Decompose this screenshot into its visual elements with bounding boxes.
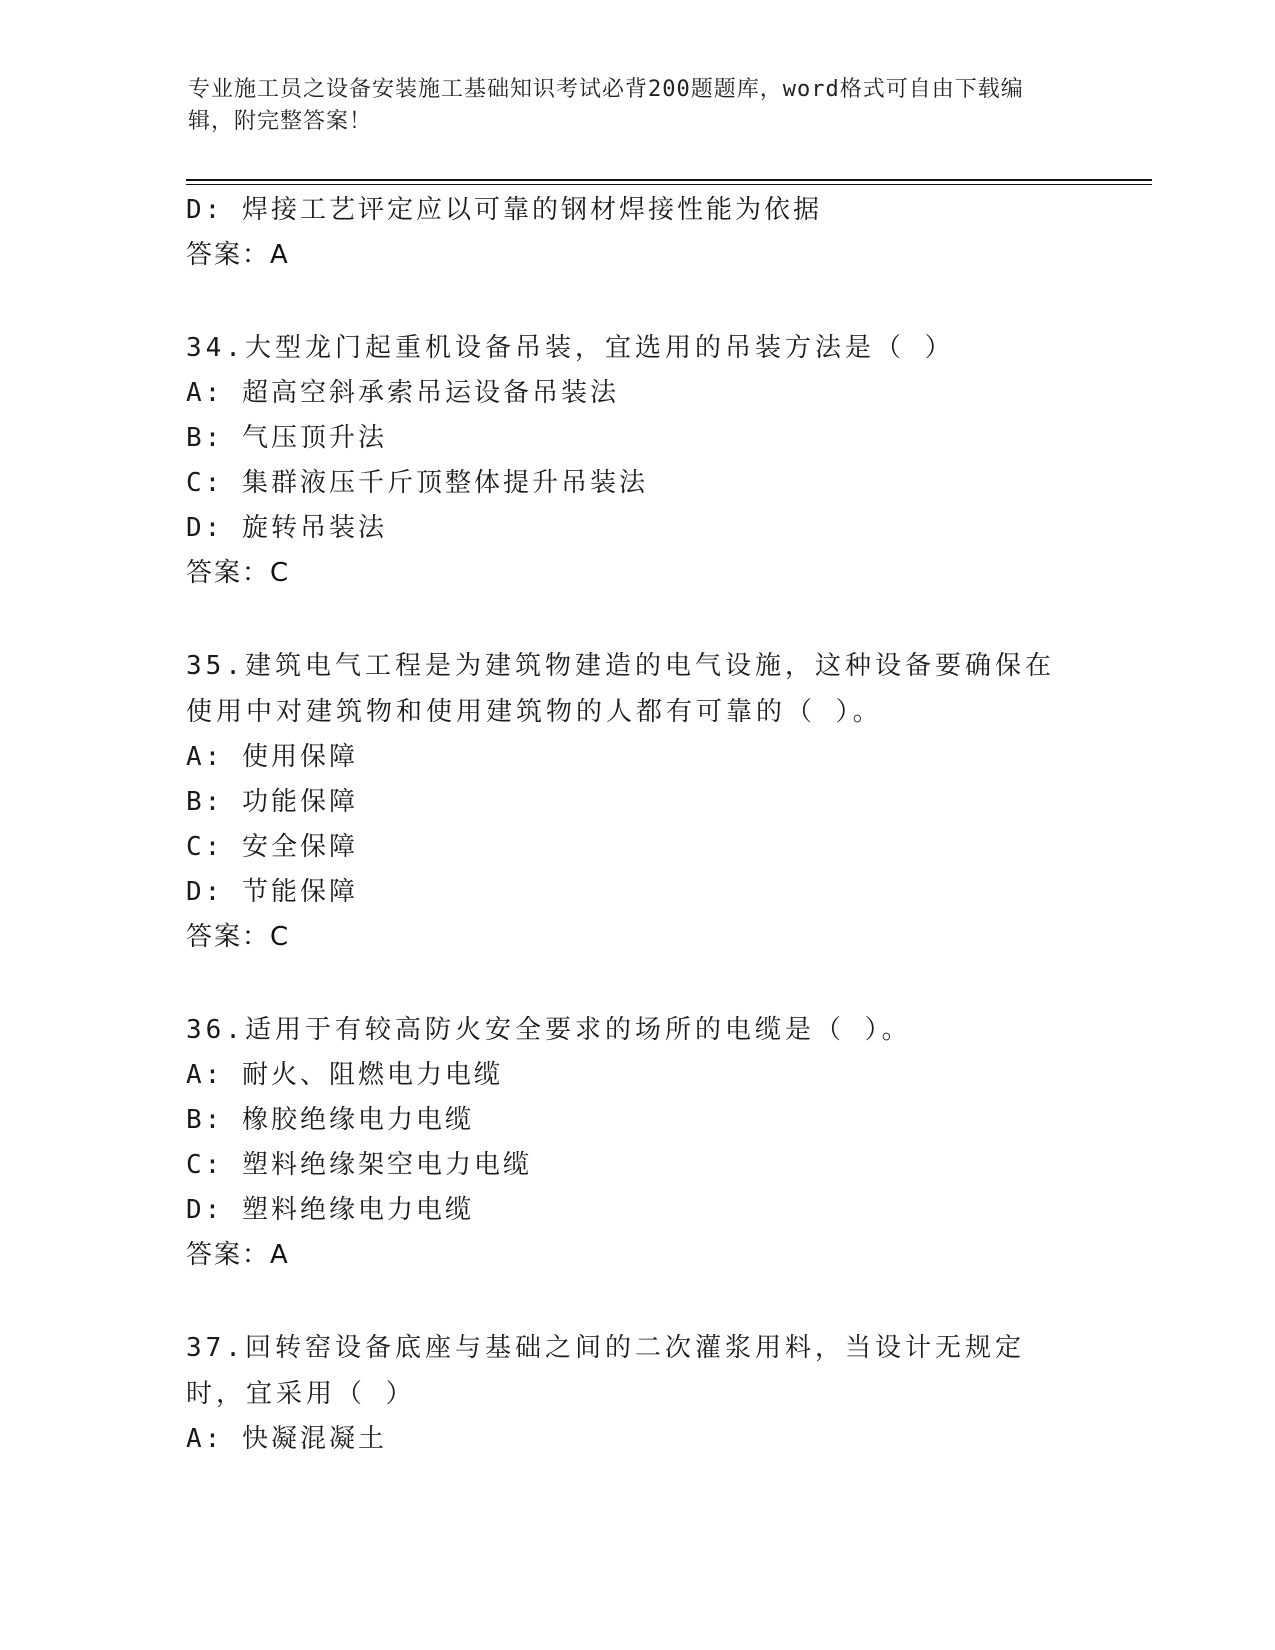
- option-a: A: 快凝混凝土: [186, 1424, 387, 1454]
- option-c: C: 集群液压千斤顶整体提升吊装法: [186, 468, 648, 498]
- option-d: D: 塑料绝缘电力电缆: [186, 1195, 474, 1225]
- option-a: A: 耐火、阻燃电力电缆: [186, 1060, 503, 1090]
- option-c: C: 安全保障: [186, 832, 358, 862]
- option-d: D: 节能保障: [186, 877, 358, 907]
- option-d: D: 焊接工艺评定应以可靠的钢材焊接性能为依据: [186, 195, 822, 225]
- question-stem: 35.建筑电气工程是为建筑物建造的电气设施，这种设备要确保在使用中对建筑物和使用建筑物的人都有可靠的（ ）。: [186, 651, 1055, 727]
- header-rule: [186, 179, 1152, 181]
- question-stem: 37.回转窑设备底座与基础之间的二次灌浆用料，当设计无规定时，宜采用（ ）: [186, 1333, 1025, 1409]
- option-b: B: 气压顶升法: [186, 423, 387, 453]
- question-list: [186, 188, 1086, 1462]
- question-35: [186, 643, 1086, 960]
- answer-line: 答案：A: [186, 1240, 290, 1270]
- option-a: A: 使用保障: [186, 742, 358, 772]
- document-header: 专业施工员之设备安装施工基础知识考试必背200题题库，word格式可自由下载编辑，附完整答案！: [188, 77, 1024, 134]
- option-a: A: 超高空斜承索吊运设备吊装法: [186, 378, 619, 408]
- question-stem: 34.大型龙门起重机设备吊装，宜选用的吊装方法是（ ）: [186, 333, 955, 363]
- question-37: [186, 1325, 1086, 1462]
- option-c: C: 塑料绝缘架空电力电缆: [186, 1150, 532, 1180]
- question-36: [186, 1007, 1086, 1278]
- question-stem: 36.适用于有较高防火安全要求的场所的电缆是（ ）。: [186, 1015, 912, 1045]
- answer-line: 答案：C: [186, 558, 291, 588]
- question-34: [186, 325, 1086, 596]
- option-b: B: 橡胶绝缘电力电缆: [186, 1105, 474, 1135]
- header-rule-thin: [186, 184, 1152, 185]
- answer-line: 答案：C: [186, 922, 291, 952]
- option-b: B: 功能保障: [186, 787, 358, 817]
- option-d: D: 旋转吊装法: [186, 513, 387, 543]
- answer-line: 答案：A: [186, 240, 290, 270]
